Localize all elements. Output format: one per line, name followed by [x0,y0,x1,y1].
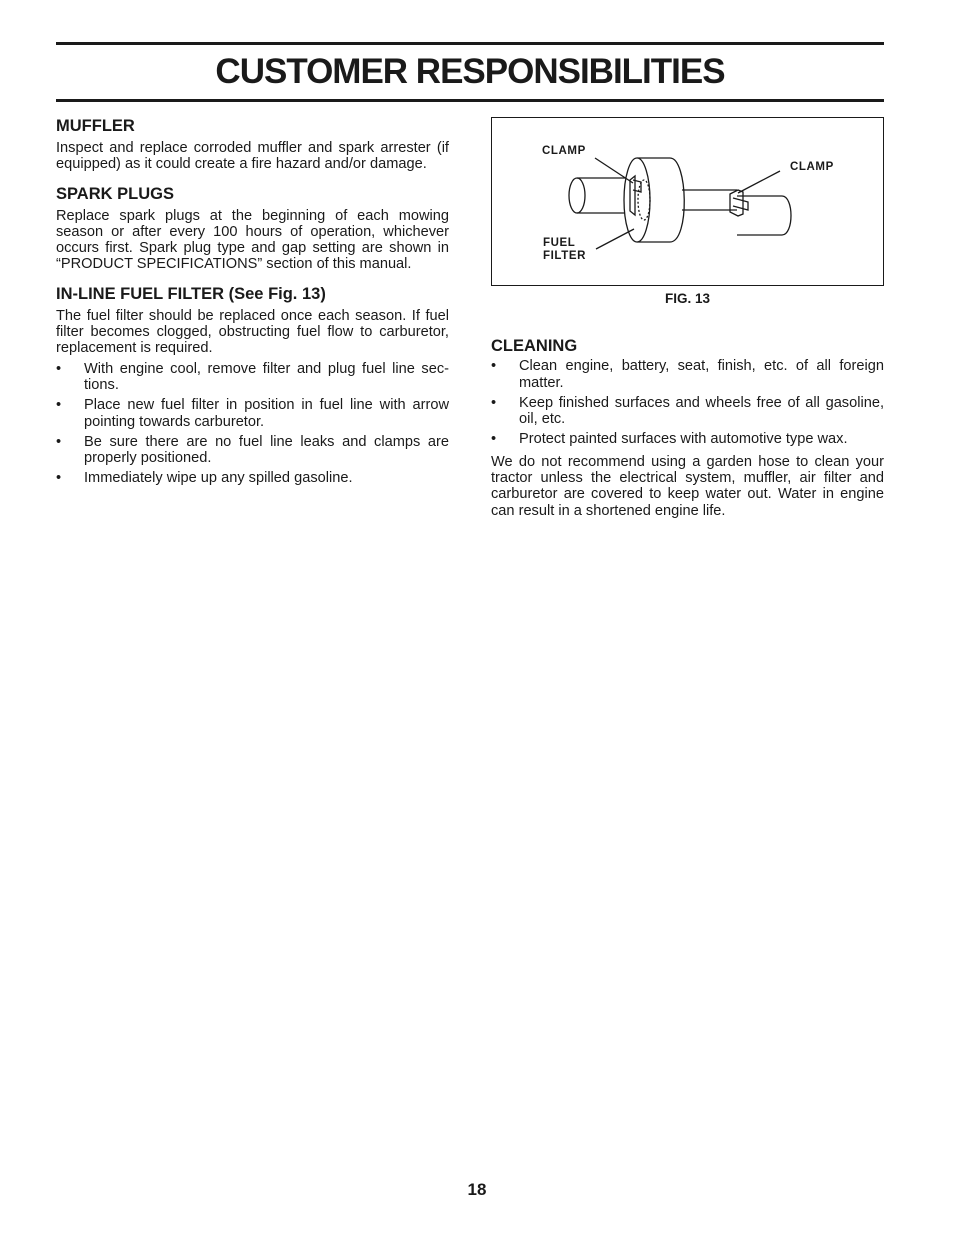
right-fuel-line-end [782,196,791,235]
cleaning-list [491,358,884,447]
bullet-glyph: • [491,394,497,411]
clamp-label-right: CLAMP [790,161,834,173]
page-number: 18 [467,1180,487,1199]
list-item [56,434,449,467]
list-item-text: Be sure there are no fuel line leaks and clamps are properly positioned. [84,433,449,467]
filter-body-inlet [624,158,650,242]
list-item-text: Clean engine, battery, seat, finish, etc. of all foreign matter. [519,358,884,391]
fuel-filter-label-line1: FUEL [543,237,576,249]
fuel-filter-leader [596,229,634,249]
bullet-glyph: • [56,397,62,414]
spark-plugs-text: Replace spark plugs at the beginning of each mowing season or after every 100 hours of operation, whichever occurs first. Spark plug type and gap setting are shown in “PRODUCT SPECIFICATIONS” section of this manual. [56,207,449,273]
right-clamp [730,190,748,216]
list-item-text: Place new fuel filter in position in fuel line with arrow pointing towards carburetor. [84,397,449,430]
fuel-filter-label [543,237,586,263]
right-column [491,116,884,530]
fuel-filter-section [56,284,449,487]
fuel-filter-heading: IN-LINE FUEL FILTER (See Fig. 13) [56,284,326,303]
list-item [491,431,884,447]
figure-caption: FIG. 13 [664,291,710,306]
bullet-glyph: • [56,360,62,377]
cleaning-heading: CLEANING [491,337,578,356]
list-item [56,470,449,486]
list-item-text: Immediately wipe up any spilled gasoline. [84,470,353,487]
cleaning-section [491,336,884,519]
list-item [491,358,884,391]
left-fuel-line-end [569,178,585,213]
bullet-glyph: • [56,470,62,487]
filter-outlet [682,190,737,210]
fuel-filter-steps [56,361,449,487]
bullet-glyph: • [491,358,497,375]
bottom-rule [56,99,884,102]
spark-plugs-heading: SPARK PLUGS [56,184,174,203]
spark-plugs-section [56,184,449,273]
list-item-text: Protect painted surfaces with automotive type wax. [519,431,848,448]
muffler-section [56,116,449,173]
muffler-text: Inspect and replace corroded muffler and spark arrester (if equipped) as it could create a fire hazard and/or damage. [56,140,449,173]
right-fuel-line [737,196,782,235]
list-item [491,395,884,428]
clamp-right-leader [738,171,780,193]
figure-13 [491,117,884,286]
fuel-filter-text: The fuel filter should be replaced once each season. If fuel filter becomes clogged, obstructing fuel flow to carburetor, replacement is required. [56,307,449,357]
cleaning-text: We do not recommend using a garden hose to clean your tractor unless the electrical system, muffler, air filter and carburetor are covered to keep water out. Water in engine can result in a shortened engine life. [491,453,884,519]
list-item-text: Keep finished surfaces and wheels free of all gasoline, oil, etc. [519,394,884,428]
clamp-label-left: CLAMP [542,145,586,157]
list-item-text: With engine cool, remove filter and plug fuel line sec-tions. [84,360,449,393]
muffler-heading: MUFFLER [56,117,135,135]
list-item [56,361,449,394]
bullet-glyph: • [56,433,62,450]
fuel-filter-label-line2: FILTER [543,250,586,262]
left-column [56,116,449,498]
top-rule [56,42,884,45]
page-title: CUSTOMER RESPONSIBILITIES [215,52,725,91]
list-item [56,397,449,430]
bullet-glyph: • [491,431,497,448]
